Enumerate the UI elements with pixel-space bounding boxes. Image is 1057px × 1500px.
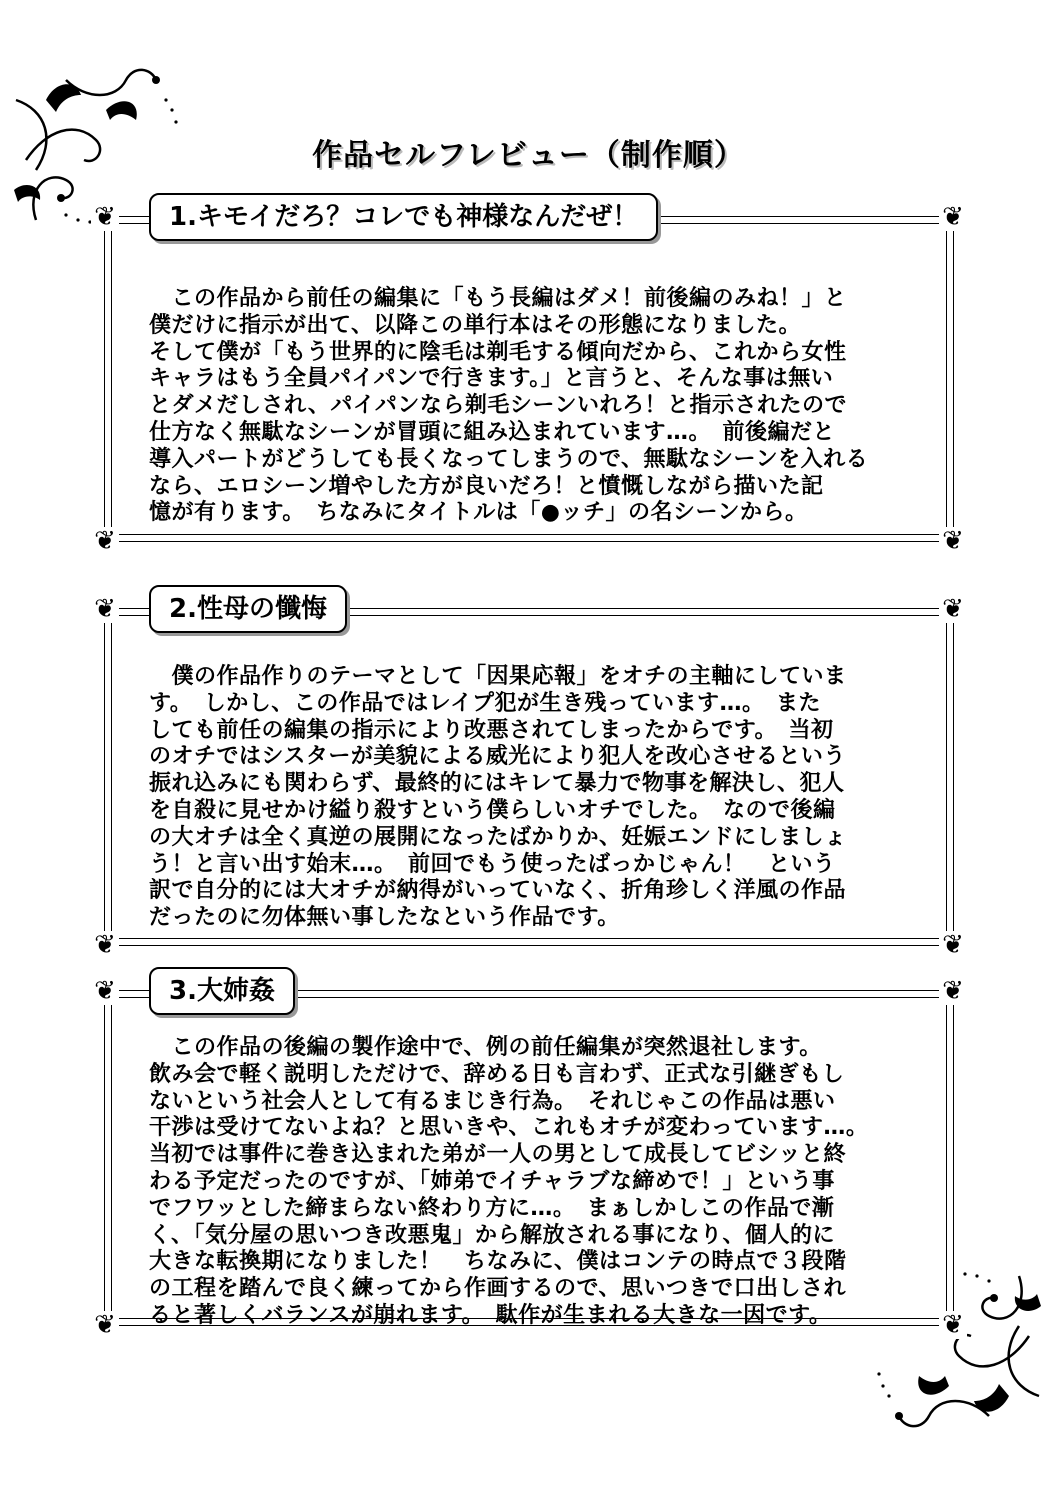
section-body: この作品から前任の編集に「もう長編はダメ！前後編のみね！」と 僕だけに指示が出て、以降この単行本はその形態になりました。 そして僕が「もう世界的に陰毛は剃毛する傾向だから、これから女性 キャラはもう全員パイパンで行きます。」と言うと、そんな事は無い とダメだしされ、パイパンなら剃毛シーンいれろ！と指示されたので 仕方なく無駄なシーンが冒頭に組み込まれています…。 前後編だと 導入パートがどうしても長くなってしまうので、無駄なシーンを入れる なら、エロシーン増やした方が良いだろ！と憤慨しながら描いた記 憶が有ります。 ちなみにタイトルは「●ッチ」の名シーンから。 bbox=[149, 286, 869, 526]
scroll-corner-icon: ❦ bbox=[939, 527, 967, 555]
scroll-corner-icon: ❦ bbox=[91, 977, 119, 1005]
section-body: 僕の作品作りのテーマとして「因果応報」をオチの主軸にしていま す。 しかし、この作品ではレイプ犯が生き残っています…。 また しても前任の編集の指示により改悪されてしまったからです。 当初 のオチではシスターが美貌による威光により犯人を改心させるという 振れ込みにも関わらず、最終的にはキレて暴力で物事を解決し、犯人 を自殺に見せかけ縊り殺すという僕らしいオチでした。 なので後編 の大オチは全く真逆の展開になったばかりか、妊娠エンドにしましょ う！と言い出す始末…。 前回でもう使ったばっかじゃん！ という 訳で自分的には大オチが納得がいっていなく、折角珍しく洋風の作品 だったのに勿体無い事したなという作品です。 bbox=[149, 664, 847, 931]
section-heading: 3.大姉姦 bbox=[149, 967, 295, 1015]
scroll-corner-icon: ❦ bbox=[91, 1311, 119, 1339]
review-section-2 bbox=[94, 594, 964, 960]
scroll-corner-icon: ❦ bbox=[939, 931, 967, 959]
section-body: この作品の後編の製作途中で、例の前任編集が突然退社します。 飲み会で軽く説明しただけで、辞める日も言わず、正式な引継ぎもし ないという社会人として有るまじき行為。 それじゃこの作品は悪い 干渉は受けてないよね？と思いきや、これもオチが変わっています…。 当初では事件に巻き込まれた弟が一人の男として成長してビシッと終 わる予定だったのですが、「姉弟でイチャラブな締めで！」という事 でフワッとした締まらない終わり方に…。 まぁしかしこの作品で漸 く、「気分屋の思いつき改悪鬼」から解放される事になり、個人的に 大きな転換期になりました！ ちなみに、僕はコンテの時点で３段階 の工程を踏んで良く練ってから作画するので、思いつきで口出しされ ると著しくバランスが崩れます。 駄作が生まれる大きな一因です。 bbox=[149, 1035, 869, 1328]
scroll-corner-icon: ❦ bbox=[91, 203, 119, 231]
section-heading: 2.性母の懺悔 bbox=[149, 585, 347, 633]
scroll-corner-icon: ❦ bbox=[91, 527, 119, 555]
section-heading: 1.キモイだろ？コレでも神様なんだぜ！ bbox=[149, 193, 658, 241]
scroll-corner-icon: ❦ bbox=[939, 1311, 967, 1339]
scroll-corner-icon: ❦ bbox=[939, 203, 967, 231]
scroll-corner-icon: ❦ bbox=[939, 977, 967, 1005]
review-section-1 bbox=[94, 202, 964, 556]
scroll-corner-icon: ❦ bbox=[91, 931, 119, 959]
scroll-corner-icon: ❦ bbox=[91, 595, 119, 623]
page-title: 作品セルフレビュー（制作順） bbox=[312, 138, 745, 173]
scroll-corner-icon: ❦ bbox=[939, 595, 967, 623]
review-section-3 bbox=[94, 976, 964, 1340]
